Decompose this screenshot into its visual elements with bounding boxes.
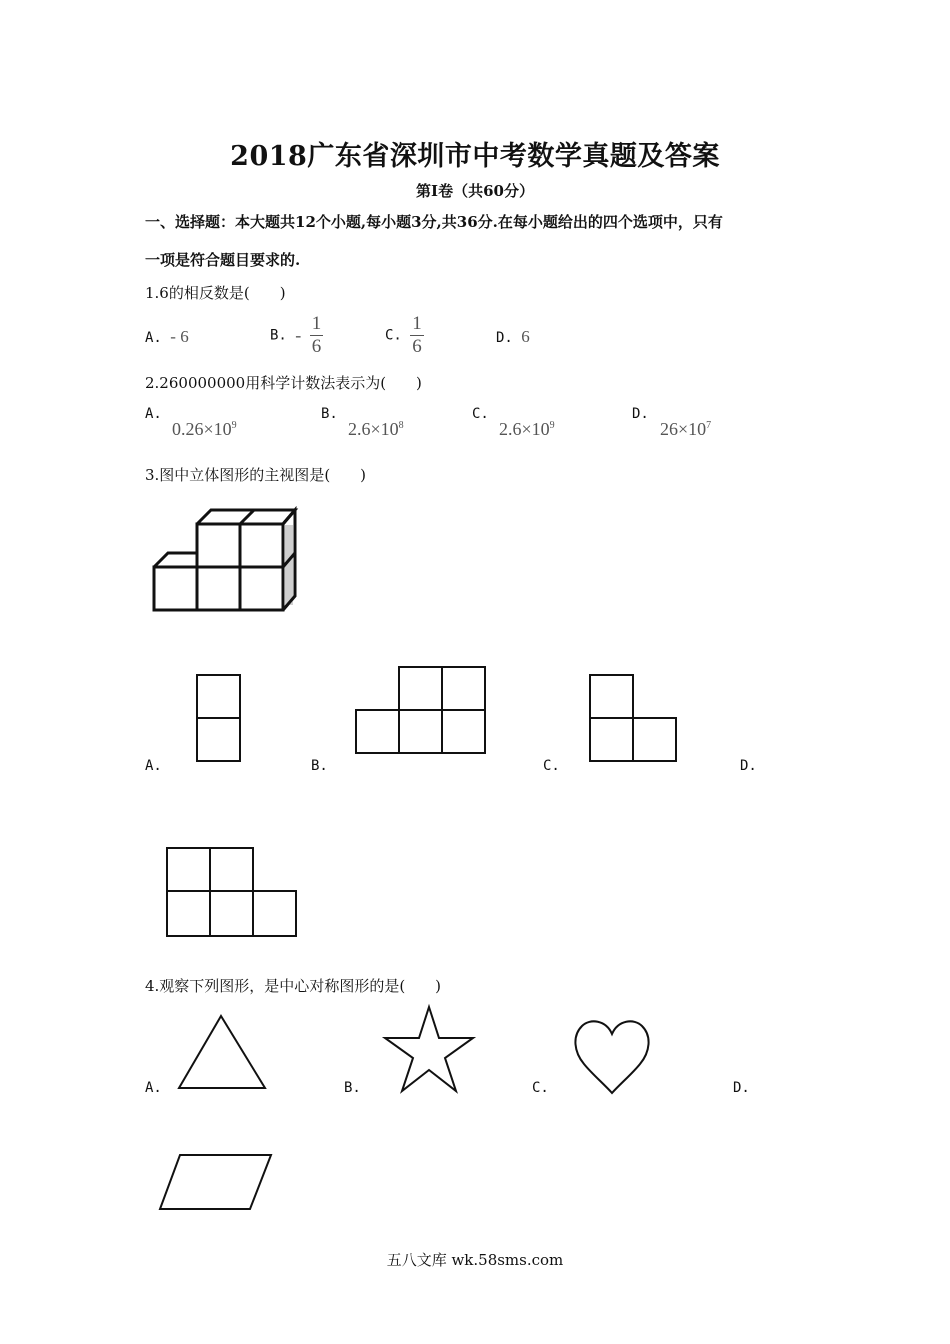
- q1-option-b: [270, 313, 323, 358]
- q2-option-c-base: 2.6×10: [499, 419, 550, 439]
- q2-option-a-label: A.: [145, 406, 162, 422]
- q3-option-a-label: A.: [145, 758, 162, 774]
- q2-option-c-label: C.: [472, 406, 489, 422]
- q4-option-d-parallelogram: [158, 1152, 274, 1212]
- q1-option-a-value: - 6: [170, 327, 189, 346]
- q2-option-d-value: [660, 419, 711, 440]
- q3-option-d-label: D.: [740, 758, 757, 774]
- section-heading-line1: 一、选择题：本大题共12个小题,每小题3分,共36分.在每小题给出的四个选项中，只有: [145, 213, 723, 231]
- question-1-text: 1.6的相反数是( ): [145, 284, 286, 302]
- q4-option-c-label: C.: [532, 1080, 549, 1096]
- q2-option-a-value: [172, 419, 237, 440]
- q3-option-d-figure: [166, 847, 300, 939]
- q2-option-a-exponent: 9: [231, 420, 237, 431]
- q1-option-d: [496, 327, 530, 347]
- footer-watermark: 五八文库 wk.58sms.com: [386, 1251, 564, 1269]
- q3-solid-figure: [150, 505, 300, 615]
- q1-option-b-label: B.: [270, 327, 287, 344]
- q3-option-b-figure: [355, 666, 487, 756]
- q2-option-b-value: [348, 419, 404, 440]
- q1-option-b-numerator: 1: [311, 313, 322, 334]
- section-heading-line2: 一项是符合题目要求的.: [145, 251, 301, 269]
- question-3-text: 3.图中立体图形的主视图是( ): [145, 466, 367, 484]
- q1-option-b-denominator: 6: [311, 336, 322, 357]
- q1-option-d-label: D.: [496, 330, 513, 346]
- q2-option-d-exponent: 7: [706, 420, 712, 431]
- q2-option-c-value: [499, 419, 555, 440]
- q1-option-c-fraction: [410, 313, 424, 358]
- q4-option-c-heart: [572, 1016, 652, 1096]
- q3-option-c-figure: [589, 674, 679, 764]
- q2-option-a-base: 0.26×10: [172, 419, 232, 439]
- q2-option-c-exponent: 9: [549, 420, 555, 431]
- document-subtitle: 第Ⅰ卷（共60分）: [416, 182, 534, 200]
- q4-option-a-triangle: [177, 1014, 267, 1090]
- q4-option-d-label: D.: [733, 1080, 750, 1096]
- q1-option-b-sign: -: [295, 325, 302, 345]
- q2-option-b-label: B.: [321, 406, 338, 422]
- q3-option-c-label: C.: [543, 758, 560, 774]
- q1-option-c-denominator: 6: [412, 336, 422, 357]
- q1-option-c: [385, 313, 424, 358]
- q2-option-b-base: 2.6×10: [348, 419, 399, 439]
- q1-option-c-label: C.: [385, 327, 402, 344]
- q4-option-b-star: [383, 1005, 475, 1095]
- q4-option-b-label: B.: [344, 1080, 361, 1096]
- question-2-text: 2.260000000用科学计数法表示为( ): [145, 374, 422, 392]
- q3-option-b-label: B.: [311, 758, 328, 774]
- q2-option-b-exponent: 8: [398, 420, 404, 431]
- q2-option-d-base: 26×10: [660, 419, 707, 439]
- q1-option-d-value: 6: [521, 327, 530, 346]
- q4-option-a-label: A.: [145, 1080, 162, 1096]
- q1-option-b-fraction: [310, 313, 324, 358]
- document-title: 2018广东省深圳市中考数学真题及答案: [230, 141, 720, 172]
- q1-option-a-label: A.: [145, 330, 162, 346]
- q2-option-d-label: D.: [632, 406, 649, 422]
- q3-option-a-figure: [196, 674, 242, 762]
- question-4-text: 4.观察下列图形，是中心对称图形的是( ): [145, 977, 442, 995]
- q1-option-a: [145, 327, 189, 347]
- q1-option-c-numerator: 1: [412, 313, 422, 334]
